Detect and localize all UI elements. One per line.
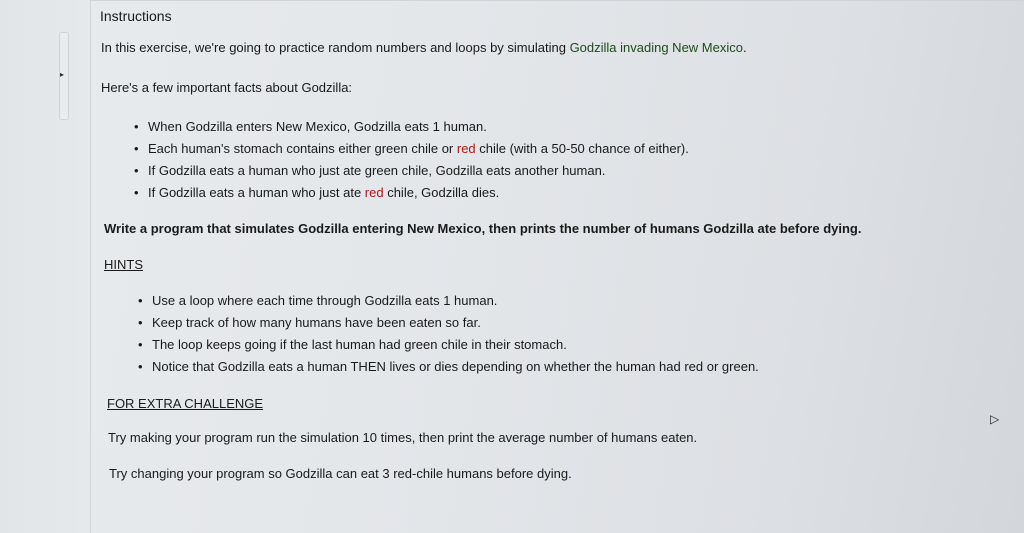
list-item (138, 290, 759, 312)
mouse-cursor-icon: ▷ (990, 412, 1000, 426)
facts-list (134, 116, 689, 204)
bullet-icon: • (138, 315, 143, 330)
page-title: Instructions (100, 8, 172, 24)
fact-red-word: red (456, 141, 476, 156)
bullet-icon: • (134, 141, 139, 156)
hint-text: Keep track of how many humans have been eaten so far. (152, 315, 481, 330)
extra-challenge-1: Try making your program run the simulation 10 times, then print the average number of humans eaten. (108, 430, 698, 445)
bullet-icon: • (138, 359, 143, 374)
task-statement: Write a program that simulates Godzilla entering New Mexico, then prints the number of humans Godzilla ate before dying. (104, 221, 862, 236)
fact-text: If Godzilla eats a human who just ate green chile, Godzilla eats another human. (148, 163, 606, 178)
fact-text: Each human's stomach contains either green chile or (148, 141, 457, 156)
fact-text: When Godzilla enters New Mexico, Godzilla eats 1 human. (148, 119, 487, 134)
bullet-icon: • (134, 119, 139, 134)
hint-text: Use a loop where each time through Godzilla eats 1 human. (152, 293, 498, 308)
hints-list (138, 290, 759, 378)
hint-text: Notice that Godzilla eats a human THEN lives or dies depending on whether the human had red or green. (152, 359, 759, 374)
facts-intro: Here's a few important facts about Godzilla: (101, 80, 353, 95)
bullet-icon: • (134, 185, 139, 200)
intro-end: . (742, 40, 747, 55)
list-item (134, 116, 689, 138)
intro-text: In this exercise, we're going to practice random numbers and loops by simulating (101, 40, 570, 55)
list-item (138, 356, 759, 378)
fact-text-end: chile, Godzilla dies. (383, 185, 500, 200)
left-rail (0, 0, 90, 533)
extra-challenge-2: Try changing your program so Godzilla can eat 3 red-chile humans before dying. (109, 466, 572, 481)
list-item (138, 334, 759, 356)
hint-text: The loop keeps going if the last human had green chile in their stomach. (152, 337, 567, 352)
list-item (134, 160, 689, 182)
bullet-icon: • (134, 163, 139, 178)
fact-red-word: red (364, 185, 384, 200)
list-item (134, 182, 689, 204)
bullet-icon: • (138, 293, 143, 308)
expand-caret-icon[interactable]: ▸ (60, 70, 65, 79)
extra-challenge-link[interactable]: FOR EXTRA CHALLENGE (107, 396, 264, 411)
intro-paragraph (101, 40, 747, 55)
list-item (134, 138, 689, 160)
hints-link[interactable]: HINTS (104, 257, 143, 272)
fact-text-end: chile (with a 50-50 chance of either). (475, 141, 689, 156)
fact-text: If Godzilla eats a human who just ate (148, 185, 365, 200)
list-item (138, 312, 759, 334)
bullet-icon: • (138, 337, 143, 352)
intro-highlight: Godzilla invading New Mexico (569, 40, 743, 55)
